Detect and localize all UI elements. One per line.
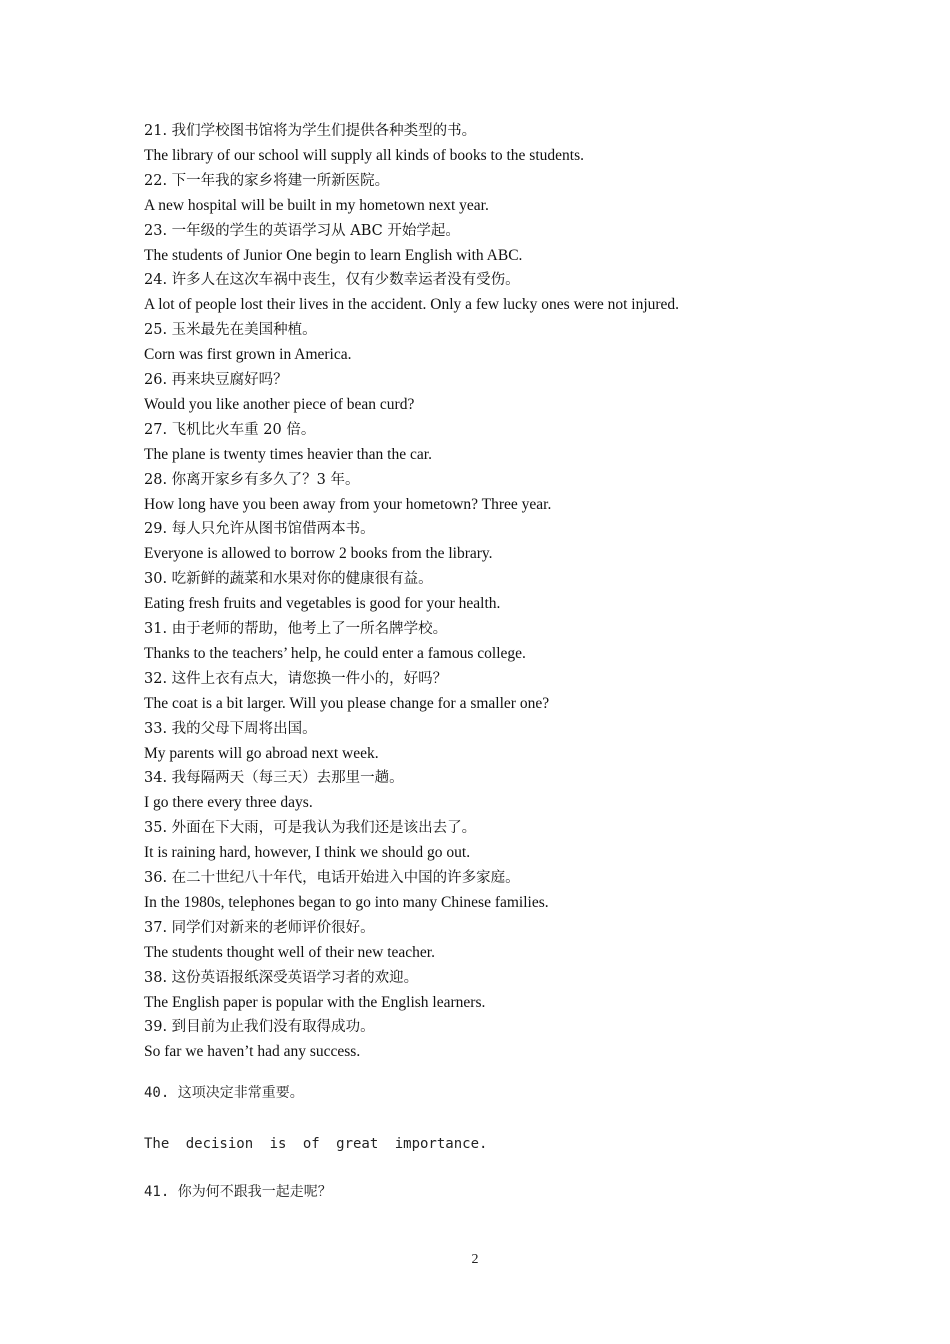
chinese-sentence: 35. 外面在下大雨，可是我认为我们还是该出去了。 [144, 820, 477, 836]
english-translation: A new hospital will be built in my hometown next year. [144, 197, 489, 214]
page-number: 2 [471, 1252, 479, 1267]
english-translation: Everyone is allowed to borrow 2 books from the library. [144, 545, 493, 562]
chinese-sentence: 27. 飞机比火车重 20 倍。 [144, 422, 316, 438]
chinese-sentence: 36. 在二十世纪八十年代，电话开始进入中国的许多家庭。 [144, 870, 520, 886]
english-translation: The English paper is popular with the English learners. [144, 994, 486, 1011]
english-translation: I go there every three days. [144, 794, 313, 811]
english-translation: Thanks to the teachers’ help, he could enter a famous college. [144, 645, 526, 662]
item-40-english: The decision is of great importance. [144, 1136, 488, 1152]
chinese-sentence: 29. 每人只允许从图书馆借两本书。 [144, 521, 375, 537]
chinese-sentence: 37. 同学们对新来的老师评价很好。 [144, 920, 375, 936]
chinese-sentence: 33. 我的父母下周将出国。 [144, 721, 317, 737]
item-41-chinese: 41. 你为何不跟我一起走呢？ [144, 1184, 332, 1200]
chinese-sentence: 28. 你离开家乡有多久了？3 年。 [144, 472, 360, 488]
english-translation: In the 1980s, telephones began to go into many Chinese families. [144, 894, 549, 911]
english-translation: The students thought well of their new teacher. [144, 944, 435, 961]
chinese-sentence: 38. 这份英语报纸深受英语学习者的欢迎。 [144, 970, 419, 986]
english-translation: The plane is twenty times heavier than the car. [144, 446, 432, 463]
english-translation: The coat is a bit larger. Will you please change for a smaller one? [144, 695, 550, 712]
chinese-sentence: 31. 由于老师的帮助，他考上了一所名牌学校。 [144, 621, 448, 637]
english-translation: So far we haven’t had any success. [144, 1043, 361, 1060]
chinese-sentence: 21. 我们学校图书馆将为学生们提供各种类型的书。 [144, 123, 477, 139]
chinese-sentence: 22. 下一年我的家乡将建一所新医院。 [144, 173, 390, 189]
chinese-sentence: 32. 这件上衣有点大，请您换一件小的，好吗？ [144, 671, 448, 687]
chinese-sentence: 34. 我每隔两天（每三天）去那里一趟。 [144, 770, 404, 786]
item-40-chinese: 40. 这项决定非常重要。 [144, 1085, 304, 1101]
chinese-sentence: 39. 到目前为止我们没有取得成功。 [144, 1019, 375, 1035]
chinese-sentence: 26. 再来块豆腐好吗？ [144, 372, 288, 388]
english-translation: Would you like another piece of bean curd? [144, 396, 415, 413]
english-translation: My parents will go abroad next week. [144, 745, 379, 762]
english-translation: It is raining hard, however, I think we should go out. [144, 844, 471, 861]
english-translation: Corn was first grown in America. [144, 346, 352, 363]
chinese-sentence: 25. 玉米最先在美国种植。 [144, 322, 317, 338]
english-translation: The students of Junior One begin to learn English with ABC. [144, 247, 523, 264]
english-translation: A lot of people lost their lives in the accident. Only a few lucky ones were not injured. [144, 296, 680, 313]
english-translation: Eating fresh fruits and vegetables is good for your health. [144, 595, 501, 612]
english-translation: The library of our school will supply all kinds of books to the students. [144, 147, 584, 164]
chinese-sentence: 23. 一年级的学生的英语学习从 ABC 开始学起。 [144, 223, 460, 239]
english-translation: How long have you been away from your hometown? Three year. [144, 496, 552, 513]
chinese-sentence: 30. 吃新鲜的蔬菜和水果对你的健康很有益。 [144, 571, 433, 587]
chinese-sentence: 24. 许多人在这次车祸中丧生，仅有少数幸运者没有受伤。 [144, 272, 520, 288]
